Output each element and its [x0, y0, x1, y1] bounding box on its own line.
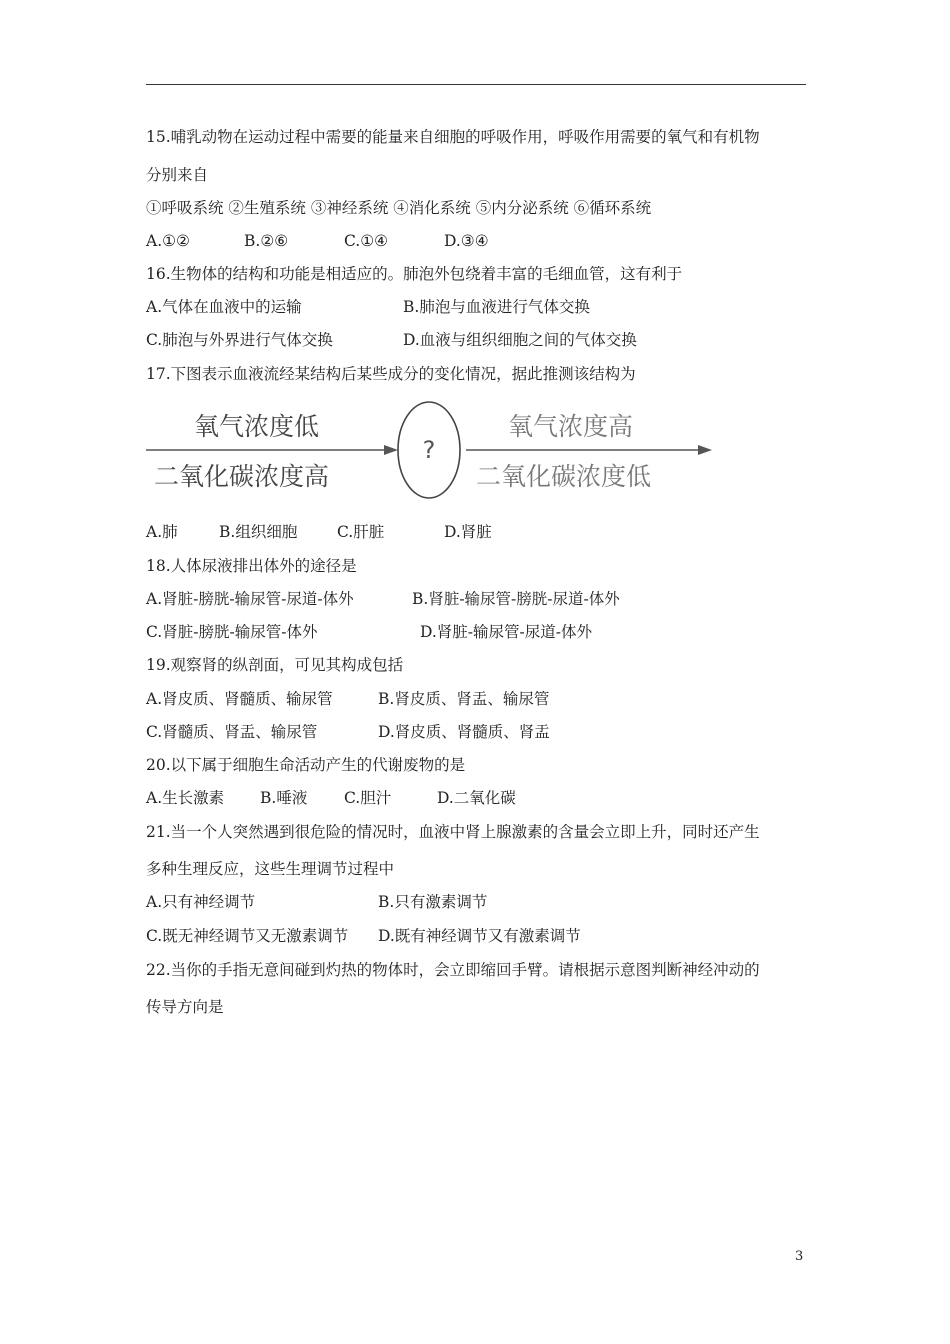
- q20-stem: 20.以下属于细胞生命活动产生的代谢废物的是: [146, 756, 466, 774]
- fig-left-bottom-label: 二氧化碳浓度高: [154, 462, 330, 491]
- q21-option-c: C.既无神经调节又无激素调节: [146, 927, 349, 945]
- q18-option-c: C.肾脏-膀胱-输尿管-体外: [146, 623, 318, 641]
- q19-option-a: A.肾皮质、肾髓质、输尿管: [146, 690, 333, 708]
- fig-left-top-label: 氧气浓度低: [194, 412, 320, 441]
- q17-option-c: C.肝脏: [337, 523, 385, 541]
- q22-stem-line2: 传导方向是: [146, 998, 224, 1016]
- q15-option-b: B.②⑥: [244, 232, 289, 250]
- q21-stem-line2: 多种生理反应，这些生理调节过程中: [146, 860, 395, 878]
- fig-right-top-label: 氧气浓度高: [508, 412, 634, 441]
- q17-option-a: A.肺: [146, 523, 178, 541]
- fig-right-arrowhead: [698, 445, 712, 455]
- q17-stem: 17.下图表示血液流经某结构后某些成分的变化情况，据此推测该结构为: [146, 365, 636, 383]
- q21-option-a: A.只有神经调节: [146, 893, 256, 911]
- q19-option-b: B.肾皮质、肾盂、输尿管: [378, 690, 550, 708]
- q15-stem-line2: 分别来自: [146, 166, 209, 184]
- fig-right-bottom-label: 二氧化碳浓度低: [476, 462, 652, 491]
- q16-option-a: A.气体在血液中的运输: [146, 298, 302, 316]
- q20-option-b: B.唾液: [260, 789, 308, 807]
- q22-stem-line1: 22.当你的手指无意间碰到灼热的物体时，会立即缩回手臂。请根据示意图判断神经冲动的: [146, 961, 760, 979]
- q19-option-c: C.肾髓质、肾盂、输尿管: [146, 723, 318, 741]
- q17-option-d: D.肾脏: [444, 523, 492, 541]
- q20-option-d: D.二氧化碳: [437, 789, 516, 807]
- q18-option-a: A.肾脏-膀胱-输尿管-尿道-体外: [146, 590, 354, 608]
- q17-figure: [146, 395, 716, 505]
- header-rule: [146, 84, 806, 85]
- q21-option-d: D.既有神经调节又有激素调节: [378, 927, 581, 945]
- q16-stem: 16.生物体的结构和功能是相适应的。肺泡外包绕着丰富的毛细血管，这有利于: [146, 265, 683, 283]
- q21-option-b: B.只有激素调节: [378, 893, 488, 911]
- q19-stem: 19.观察肾的纵剖面，可见其构成包括: [146, 656, 404, 674]
- page-number: 3: [795, 1249, 804, 1264]
- q17-option-b: B.组织细胞: [219, 523, 298, 541]
- q21-stem-line1: 21.当一个人突然遇到很危险的情况时，血液中肾上腺激素的含量会立即上升，同时还产生: [146, 823, 760, 841]
- fig-left-arrowhead: [384, 445, 398, 455]
- q19-option-d: D.肾皮质、肾髓质、肾盂: [378, 723, 550, 741]
- q16-option-d: D.血液与组织细胞之间的气体交换: [403, 331, 637, 349]
- q15-option-a: A.①②: [146, 232, 190, 250]
- q15-option-c: C.①④: [344, 232, 389, 250]
- q15-option-d: D.③④: [444, 232, 489, 250]
- q16-option-b: B.肺泡与血液进行气体交换: [403, 298, 590, 316]
- q20-option-c: C.胆汁: [344, 789, 392, 807]
- q20-option-a: A.生长激素: [146, 789, 225, 807]
- q16-option-c: C.肺泡与外界进行气体交换: [146, 331, 333, 349]
- fig-question-mark: ?: [422, 436, 436, 464]
- q15-stem-line1: 15.哺乳动物在运动过程中需要的能量来自细胞的呼吸作用，呼吸作用需要的氧气和有机物: [146, 128, 760, 146]
- q15-items: ①呼吸系统 ②生殖系统 ③神经系统 ④消化系统 ⑤内分泌系统 ⑥循环系统: [146, 199, 652, 217]
- q18-stem: 18.人体尿液排出体外的途径是: [146, 557, 357, 575]
- q18-option-b: B.肾脏-输尿管-膀胱-尿道-体外: [412, 590, 620, 608]
- q18-option-d: D.肾脏-输尿管-尿道-体外: [420, 623, 593, 641]
